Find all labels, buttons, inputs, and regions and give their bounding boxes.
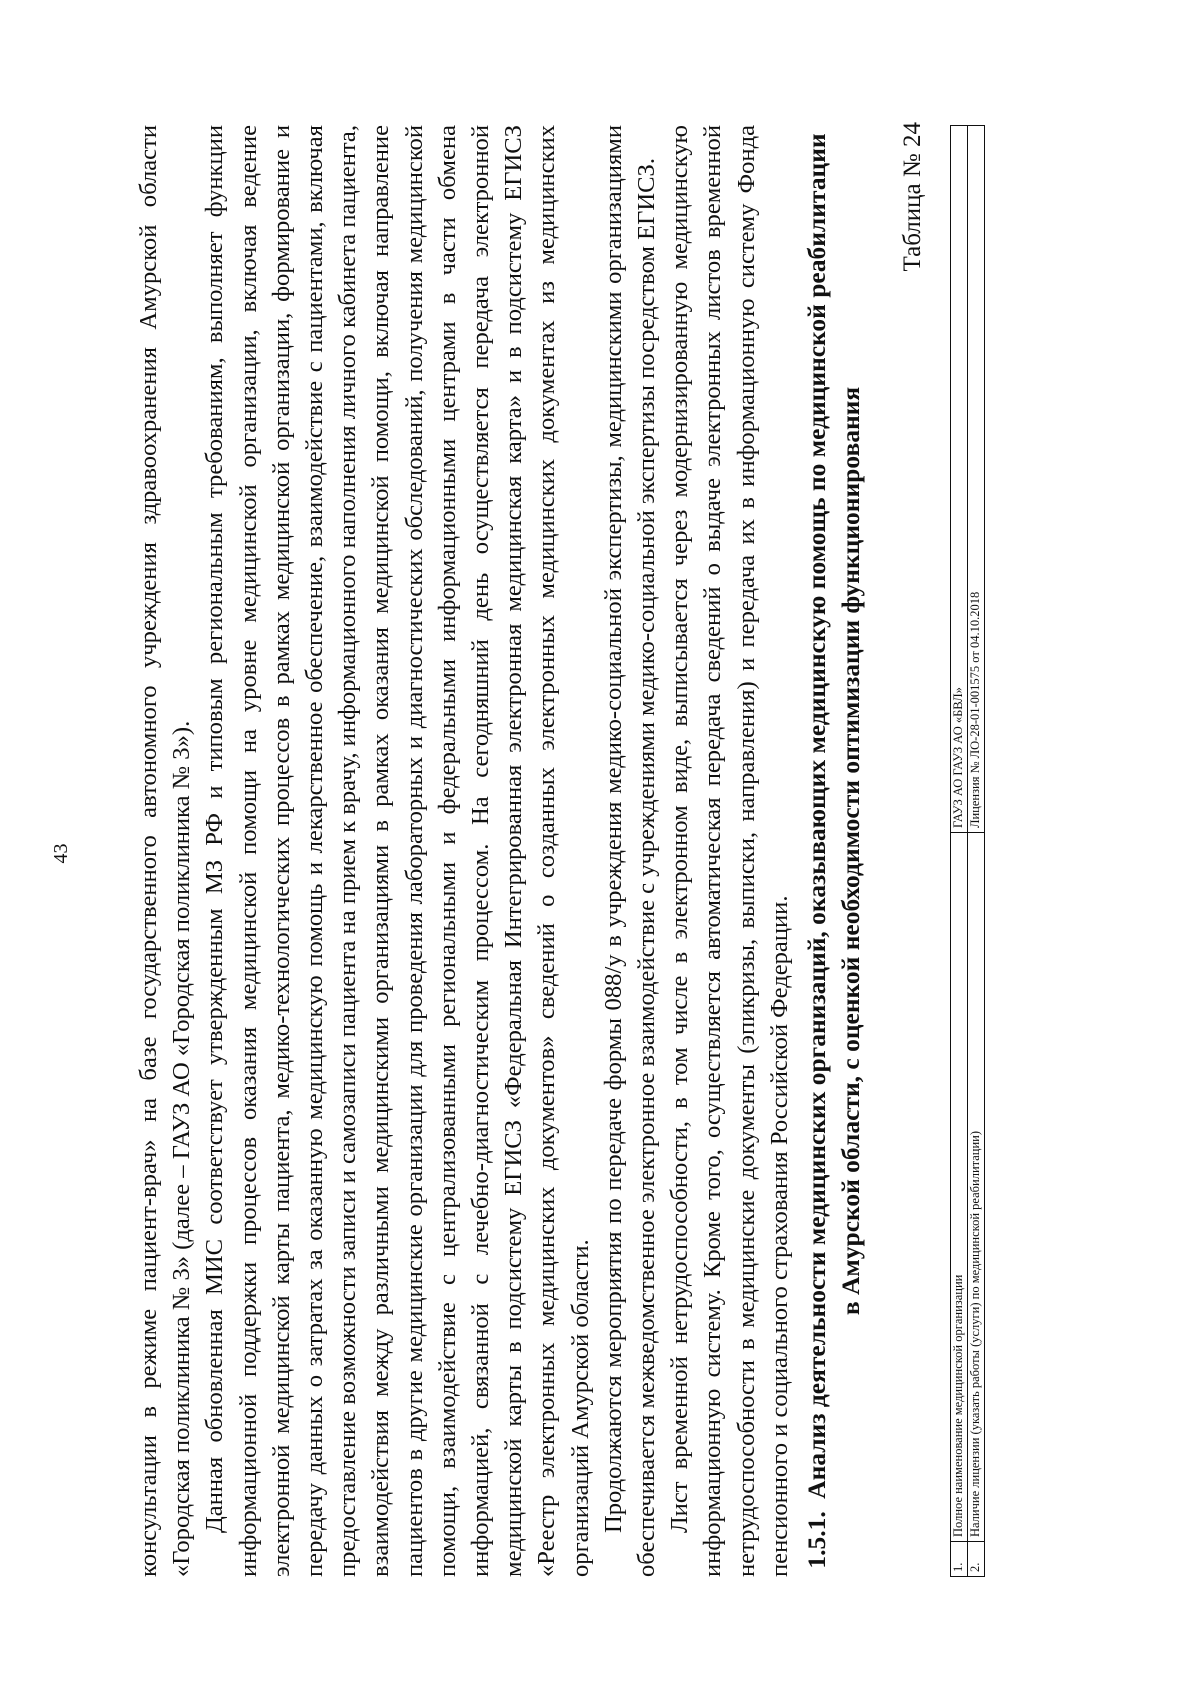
table-caption: Таблица № 24 xyxy=(899,122,926,272)
row-label: Наличие лицензии (указать работы (услуги) по медицинской реабилитации) xyxy=(968,833,985,1542)
row-label: Полное наименование медицинской организации xyxy=(951,833,968,1542)
paragraph: консультации в режиме пациент-врач» на базе государственного автономного учреждения здравоохранения Амурской области «Городская поликлиника № 3» (далее – ГАУЗ АО «Городская поликлиника № 3»). xyxy=(135,125,196,1577)
page-number: 43 xyxy=(50,843,72,864)
section-title: Анализ деятельности медицинских организаций, оказывающих медицинскую помощь по медицинской реабилитации в Амурской области, с оценкой необходимости оптимизации функционирования xyxy=(802,133,865,1499)
organization-table xyxy=(950,125,985,1577)
section-heading xyxy=(800,125,868,1577)
paragraph: Лист временной нетрудоспособности, в том числе в электронном виде, выписывается через модернизированную медицинскую информационную систему. Кроме того, осуществляется автоматическая передача сведений о выдаче электронных листов временной нетрудоспособности в медицинские документы (эпикризы, выписки, направления) и передача их в информационную систему Фонда пенсионного и социального страхования Российской Федерации. xyxy=(666,125,793,1577)
paragraph: Продолжаются мероприятия по передаче формы 088/у в учреждения медико-социальной экспертизы, медицинскими организациями обеспечивается межведомственное электронное взаимодействие с учреждениями медико-социальной экспертизы посредством ЕГИСЗ. xyxy=(599,125,661,1577)
paragraph: Данная обновленная МИС соответствует утвержденным МЗ РФ и типовым региональным требованиям, выполняет функции информационной поддержки процессов оказания медицинской помощи на уровне медицинской организации, включая ведение электронной медицинской карты пациента, медико-технологических процессов в рамках медицинской организации, формирование и передачу данных о затратах за оказанную медицинскую помощь и лекарственное обеспечение, взаимодействие с пациентами, включая предоставление возможности записи и самозаписи пациента на прием к врачу, информационного наполнения личного кабинета пациента, взаимодействия между различными медицинскими организациями в рамках оказания медицинской помощи, включая направление пациентов в другие медицинские организации для проведения лабораторных и диагностических обследований, получения медицинской помощи, взаимодействие с централизованными региональными и федеральными информационными центрами в части обмена информацией, связанной с лечебно-диагностическим процессом. На сегодняшний день осуществляется передача электронной медицинской карты в подсистему ЕГИСЗ «Федеральная Интегрированная электронная медицинская карта» и в подсистему ЕГИСЗ «Реестр электронных медицинских документов» сведений о созданных электронных медицинских документах из медицинских организаций Амурской области. xyxy=(201,125,594,1577)
row-number: 1. xyxy=(951,1542,968,1577)
row-number: 2. xyxy=(968,1542,985,1577)
body-text xyxy=(132,125,796,1577)
table-row xyxy=(968,126,985,1577)
table-row xyxy=(951,126,968,1577)
row-value: ГАУЗ АО ГАУЗ АО «БВЛ» xyxy=(951,126,968,833)
section-number: 1.5.1. xyxy=(802,1511,831,1569)
row-value: Лицензия № ЛО-28-01-001575 от 04.10.2018 xyxy=(968,126,985,833)
